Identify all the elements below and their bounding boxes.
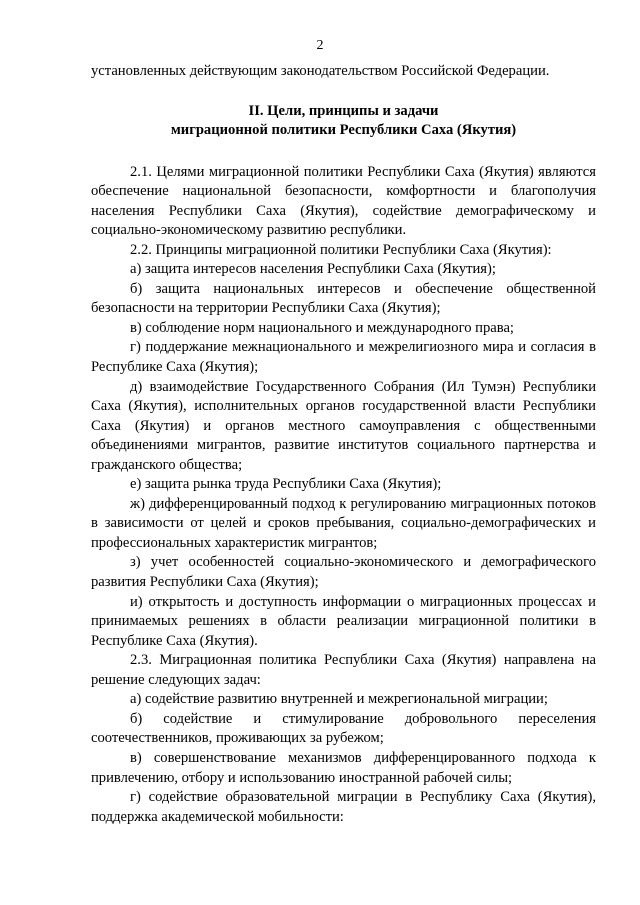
paragraph-2-1: 2.1. Целями миграционной политики Республики Саха (Якутия) являются обеспечение национальной безопасности, комфортности и благополучия населения Республики Саха (Якутия), содействие демографическому и социально-экономическому развитию республики.: [91, 163, 596, 239]
list-item-2-3-a: а) содействие развитию внутренней и межрегиональной миграции;: [130, 691, 548, 708]
paragraph-2-3: 2.3. Миграционная политика Республики Саха (Якутия) направлена на решение следующих задач:: [91, 652, 596, 688]
paragraph-2-2: 2.2. Принципы миграционной политики Республики Саха (Якутия):: [130, 241, 552, 258]
list-item-2-2-i: и) открытость и доступность информации о миграционных процессах и принимаемых решениях в области реализации миграционной политики в Республике Саха (Якутия).: [91, 593, 596, 649]
page-number: 2: [316, 38, 324, 53]
list-item-2-2-zh: ж) дифференцированный подход к регулированию миграционных потоков в зависимости от целей и сроков пребывания, социально-демографических и профессиональных характеристик мигрантов;: [91, 495, 596, 551]
section-title-line-1: II. Цели, принципы и задачи: [248, 102, 439, 119]
list-item-2-3-b: б) содействие и стимулирование добровольного переселения соотечественников, проживающих за рубежом;: [91, 710, 596, 747]
list-item-2-3-v: в) совершенствование механизмов дифференцированного подхода к привлечению, отбору и использованию иностранной рабочей силы;: [91, 749, 596, 786]
list-item-2-2-a: а) защита интересов населения Республики Саха (Якутия);: [130, 261, 496, 278]
section-title-line-2: миграционной политики Республики Саха (Якутия): [170, 122, 517, 139]
list-item-2-2-g: г) поддержание межнационального и межрелигиозного мира и согласия в Республике Саха (Якутия);: [91, 339, 596, 376]
section-title: [91, 102, 596, 141]
list-item-2-2-b: б) защита национальных интересов и обеспечение общественной безопасности на территории Республики Саха (Якутия);: [91, 280, 596, 317]
page-body: [91, 62, 596, 827]
lead-paragraph: установленных действующим законодательством Российской Федерации.: [91, 63, 550, 79]
list-item-2-3-g: г) содействие образовательной миграции в Республику Саха (Якутия), поддержка академической мобильности:: [91, 789, 596, 825]
list-item-2-2-e: е) защита рынка труда Республики Саха (Якутия);: [130, 476, 442, 493]
list-item-2-2-v: в) соблюдение норм национального и международного права;: [130, 319, 514, 336]
list-item-2-2-d: д) взаимодействие Государственного Собрания (Ил Тумэн) Республики Саха (Якутия), исполнительных органов государственной власти Республики Саха (Якутия) и органов местного самоуправления с общественными объединениями мигрантов, развитие институтов социального партнерства и гражданского общества;: [91, 378, 596, 473]
list-item-2-2-z: з) учет особенностей социально-экономического и демографического развития Республики Саха (Якутия);: [91, 554, 596, 591]
